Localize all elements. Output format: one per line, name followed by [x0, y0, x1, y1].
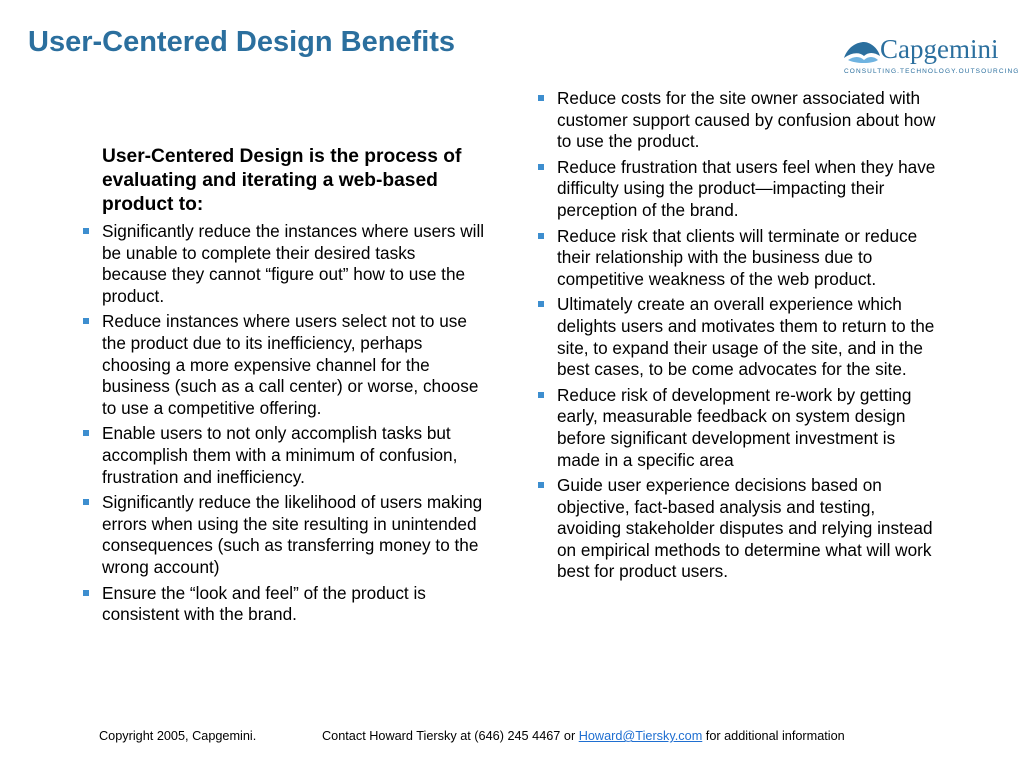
right-column — [535, 88, 940, 587]
list-item: Reduce risk of development re-work by getting early, measurable feedback on system design before significant development investment is made in a specific area — [535, 385, 940, 471]
intro-heading: User-Centered Design is the process of evaluating and iterating a web-based product to: — [102, 146, 462, 215]
bullet-square-icon — [538, 233, 544, 239]
contact-text: Contact Howard Tiersky at (646) 245 4467 or Howard@Tiersky.com for additional information — [322, 729, 845, 743]
bullet-square-icon — [538, 164, 544, 170]
bullet-square-icon — [538, 301, 544, 307]
bullet-square-icon — [83, 499, 89, 505]
bullet-square-icon — [538, 392, 544, 398]
spade-icon — [842, 38, 882, 68]
list-item: Enable users to not only accomplish tasks but accomplish them with a minimum of confusion, frustration and inefficiency. — [80, 423, 485, 488]
bullet-square-icon — [83, 228, 89, 234]
capgemini-logo — [842, 34, 1020, 78]
bullet-square-icon — [83, 430, 89, 436]
list-item: Guide user experience decisions based on objective, fact-based analysis and testing, avoiding stakeholder disputes and relying instead on empirical methods to determine what will work best for product users. — [535, 475, 940, 583]
list-item: Reduce risk that clients will terminate or reduce their relationship with the business due to competitive weakness of the web product. — [535, 226, 940, 291]
copyright-text: Copyright 2005, Capgemini. — [99, 729, 257, 743]
logo-tagline: CONSULTING.TECHNOLOGY.OUTSOURCING — [844, 68, 1020, 75]
bullet-square-icon — [538, 95, 544, 101]
bullet-square-icon — [83, 318, 89, 324]
left-column — [80, 145, 485, 630]
list-item: Ensure the “look and feel” of the product is consistent with the brand. — [80, 583, 485, 626]
list-item: Reduce frustration that users feel when they have difficulty using the product—impacting their perception of the brand. — [535, 157, 940, 222]
list-item: Reduce instances where users select not to use the product due to its inefficiency, perhaps choosing a more expensive channel for the business (such as a call center) or worse, choose to use a competitive offering. — [80, 311, 485, 419]
list-item: Reduce costs for the site owner associated with customer support caused by confusion about how to use the product. — [535, 88, 940, 153]
left-bullet-list — [80, 221, 485, 626]
bullet-square-icon — [83, 590, 89, 596]
slide-title: User-Centered Design Benefits — [28, 26, 456, 58]
bullet-square-icon — [538, 482, 544, 488]
list-item: Significantly reduce the likelihood of users making errors when using the site resulting in unintended consequences (such as transferring money to the wrong account) — [80, 492, 485, 578]
right-bullet-list — [535, 88, 940, 583]
logo-wordmark: Capgemini — [880, 34, 999, 64]
email-link[interactable]: Howard@Tiersky.com — [578, 729, 703, 743]
list-item: Significantly reduce the instances where users will be unable to complete their desired tasks because they cannot “figure out” how to use the product. — [80, 221, 485, 307]
list-item: Ultimately create an overall experience which delights users and motivates them to return to the site, to expand their usage of the site, and in the best cases, to be come advocates for the site. — [535, 294, 940, 380]
